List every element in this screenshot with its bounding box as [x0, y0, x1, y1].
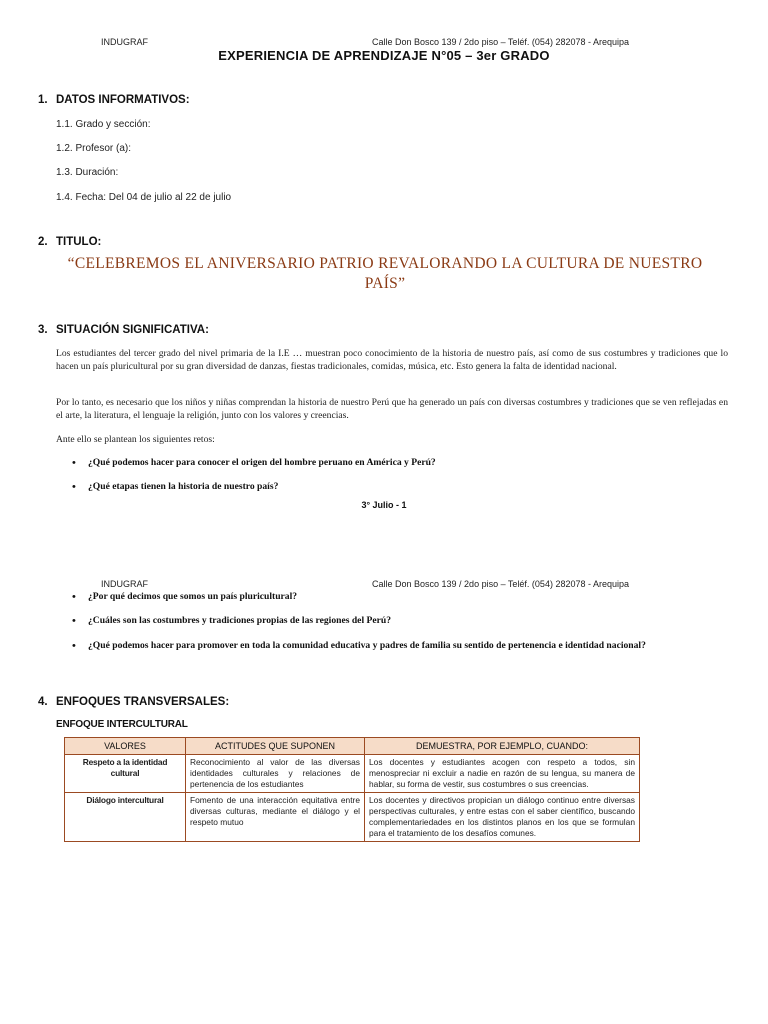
- challenge-item: [72, 591, 728, 603]
- cell-demuestra: Los docentes y directivos propician un diálogo continuo entre diversas perspectivas culturales, y entre estas con el saber científico, buscando complementariedades en los distintos planos en los que se formulan para el tratamiento de los desafíos comunes.: [365, 793, 640, 842]
- table-row: [65, 793, 640, 842]
- cell-demuestra: Los docentes y estudiantes acogen con respeto a todos, sin menospreciar ni excluir a nadie en razón de su lengua, su manera de hablar, su forma de vestir, sus costumbres o sus creencias.: [365, 755, 640, 793]
- cell-valor: Diálogo intercultural: [65, 793, 186, 842]
- section-3-number: 3.: [38, 324, 48, 336]
- section-3-heading: [38, 324, 209, 336]
- table-row: [65, 755, 640, 793]
- challenge-item: [72, 457, 728, 469]
- challenge-text: ¿Cuáles son las costumbres y tradiciones propias de las regiones del Perú?: [88, 615, 392, 626]
- challenge-text: ¿Por qué decimos que somos un país pluricultural?: [88, 591, 298, 602]
- info-item-duracion: 1.3. Duración:: [56, 167, 119, 178]
- document-title: EXPERIENCIA DE APRENDIZAJE N°05 – 3er GRADO: [218, 48, 550, 63]
- bullet-icon: •: [72, 481, 76, 493]
- section-4-number: 4.: [38, 696, 48, 708]
- section-1-title: DATOS INFORMATIVOS:: [56, 94, 190, 106]
- cell-actitud: Reconocimiento al valor de las diversas identidades culturales y relaciones de pertenencia de los estudiantes: [186, 755, 365, 793]
- section-1-number: 1.: [38, 94, 48, 106]
- page-footer-label: 3° Julio - 1: [361, 500, 407, 510]
- section-4-title: ENFOQUES TRANSVERSALES:: [56, 696, 230, 708]
- learning-experience-title: “CELEBREMOS EL ANIVERSARIO PATRIO REVALORANDO LA CULTURA DE NUESTRO PAÍS”: [67, 255, 703, 292]
- situation-paragraph-1: Los estudiantes del tercer grado del nivel primaria de la I.E … muestran poco conocimiento de la historia de nuestro país, así como de sus costumbres y tradiciones que lo hacen un país pluricultural por su gran diversidad de danzas, fiestas tradicionales, comidas, música, etc. Esto genera la falta de identidad nacional.: [56, 348, 728, 372]
- bullet-icon: •: [72, 615, 76, 627]
- challenge-text: ¿Qué podemos hacer para conocer el origen del hombre peruano en América y Perú?: [88, 457, 436, 468]
- challenge-item: [72, 640, 728, 652]
- challenge-text: ¿Qué etapas tienen la historia de nuestro país?: [88, 481, 279, 492]
- challenge-item: [72, 481, 728, 493]
- bullet-icon: •: [72, 591, 76, 603]
- section-2-number: 2.: [38, 236, 48, 248]
- challenge-item: [72, 615, 728, 627]
- info-item-grado: 1.1. Grado y sección:: [56, 119, 151, 130]
- section-2-heading: [38, 236, 101, 248]
- intercultural-approach-table: [64, 737, 640, 842]
- column-header-valores: VALORES: [65, 738, 186, 755]
- challenge-text: ¿Qué podemos hacer para promover en toda la comunidad educativa y padres de familia su sentido de pertenencia e identidad nacional?: [88, 640, 646, 651]
- approach-subtitle: ENFOQUE INTERCULTURAL: [56, 719, 188, 730]
- bullet-icon: •: [72, 640, 76, 652]
- header-address: Calle Don Bosco 139 / 2do piso – Teléf. (054) 282078 - Arequipa: [372, 37, 630, 47]
- cell-actitud: Fomento de una interacción equitativa entre diversas culturas, mediante el diálogo y el respeto mutuo: [186, 793, 365, 842]
- bullet-icon: •: [72, 457, 76, 469]
- situation-paragraph-3: Ante ello se plantean los siguientes retos:: [56, 434, 215, 445]
- header-company: INDUGRAF: [101, 37, 148, 47]
- section-1-heading: [38, 94, 190, 106]
- table-header-row: [65, 738, 640, 755]
- cell-valor: Respeto a la identidad cultural: [65, 755, 186, 793]
- column-header-demuestra: DEMUESTRA, POR EJEMPLO, CUANDO:: [365, 738, 640, 755]
- section-4-heading: [38, 696, 229, 708]
- section-3-title: SITUACIÓN SIGNIFICATIVA:: [56, 324, 209, 336]
- info-item-profesor: 1.2. Profesor (a):: [56, 143, 132, 154]
- section-2-title: TITULO:: [56, 236, 102, 248]
- info-item-fecha: 1.4. Fecha: Del 04 de julio al 22 de julio: [56, 192, 232, 203]
- situation-paragraph-2: Por lo tanto, es necesario que los niños y niñas comprendan la historia de nuestro Perú que ha generado un país con diversas costumbres y tradiciones que se ven reflejadas en el arte, la literatura, el lenguaje la religión, junto con los valores y creencias.: [56, 397, 728, 421]
- column-header-actitudes: ACTITUDES QUE SUPONEN: [186, 738, 365, 755]
- header-address: Calle Don Bosco 139 / 2do piso – Teléf. (054) 282078 - Arequipa: [372, 579, 630, 589]
- header-company: INDUGRAF: [101, 579, 148, 589]
